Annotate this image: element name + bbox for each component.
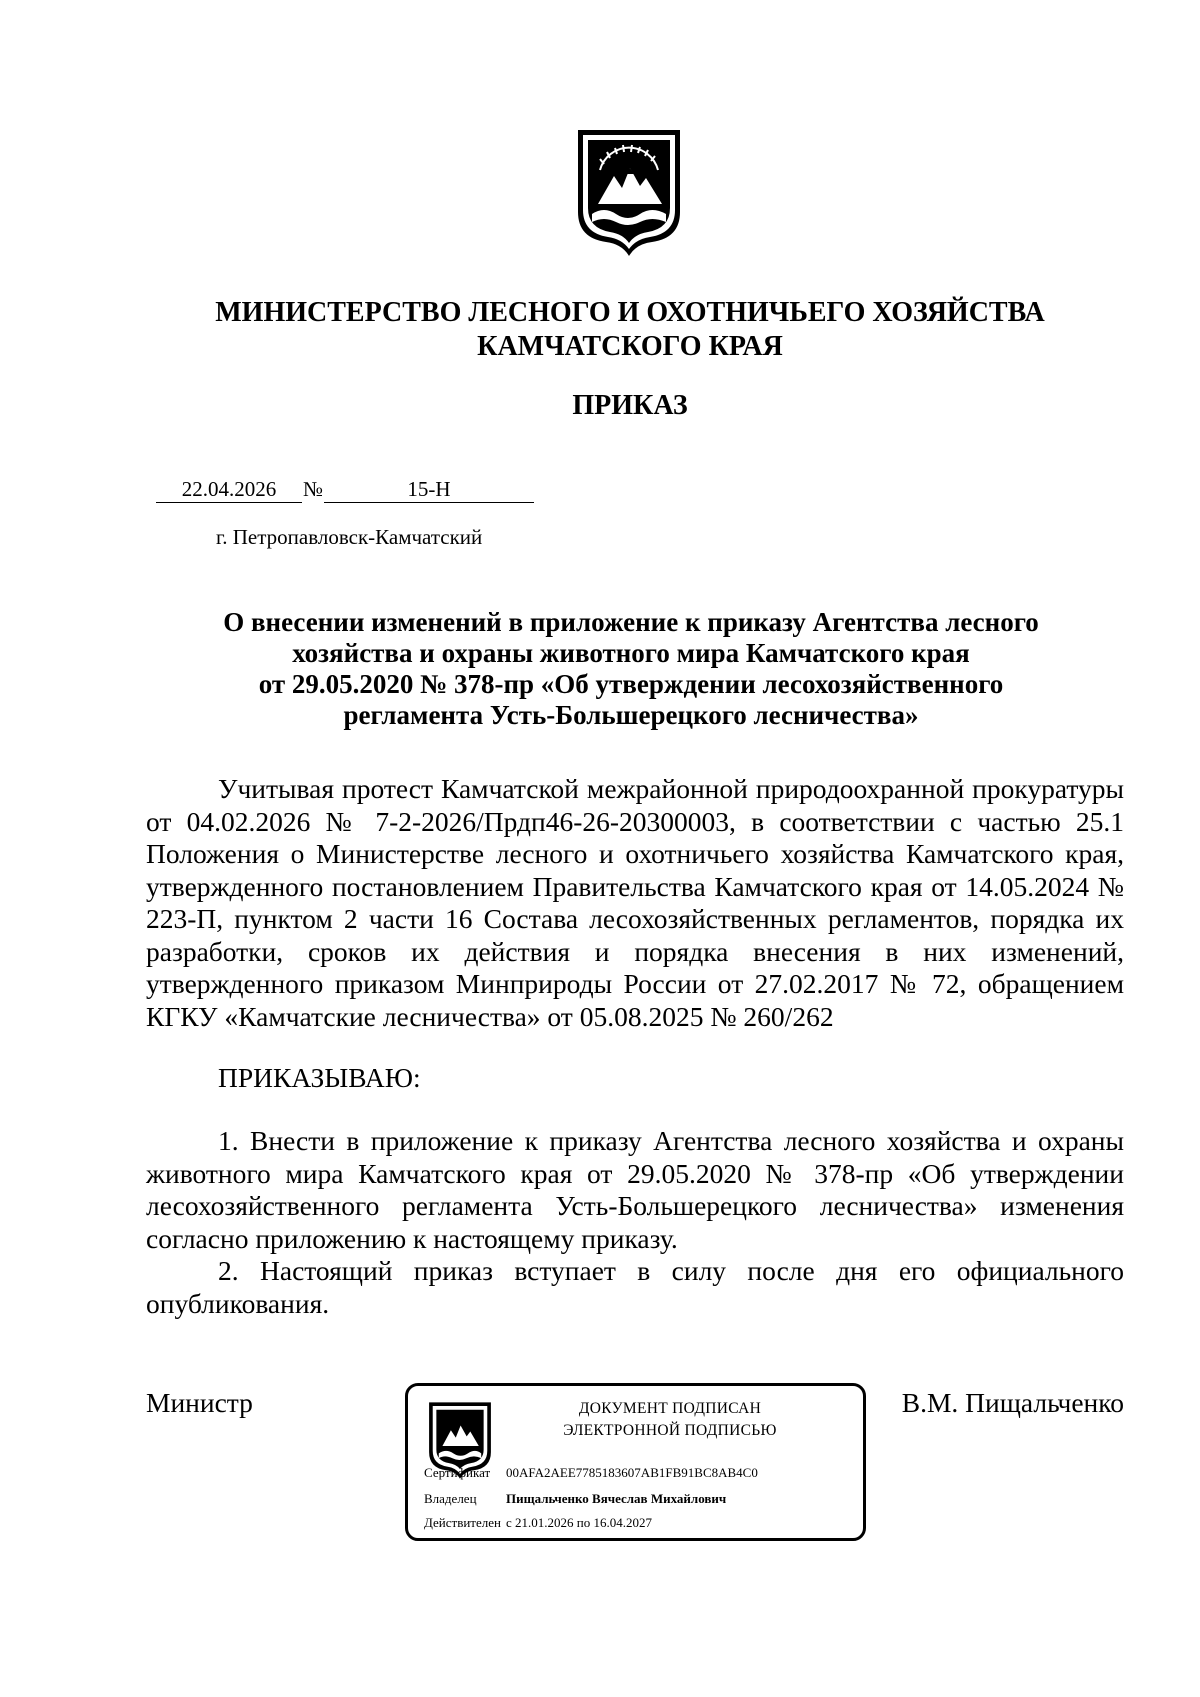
document-type: ПРИКАЗ [572,390,688,421]
document-date: 22.04.2026 [156,476,302,503]
title-line: О внесении изменений в приложение к приказу Агентства лесного [223,607,1039,637]
title-line: хозяйства и охраны животного мира Камчатского края [292,638,970,668]
validity-label: Действителен [424,1515,501,1530]
number-sign: № [302,477,324,501]
validity-row [424,1514,652,1532]
owner-label: Владелец [424,1491,477,1506]
order-word-block [146,1062,1124,1095]
order-items [146,1125,1124,1320]
document-number: 15-Н [324,476,534,503]
owner-value: Пищальченко Вячеслав Михайлович [506,1491,727,1506]
ministry-header-line1: МИНИСТЕРСТВО ЛЕСНОГО И ОХОТНИЧЬЕГО ХОЗЯЙСТВА [215,297,1045,328]
signer-position: Министр [146,1387,253,1418]
electronic-signature-stamp [405,1383,866,1541]
preamble-paragraph: Учитывая протест Камчатской межрайонной природоохранной прокуратуры от 04.02.2026 № 7-2-2026/Прдп46-26-20300003, в соответствии с частью 25.1 Положения о Министерстве лесного и охотничьего хозяйства Камчатского края, утвержденного постановлением Правительства Камчатского края от 14.05.2024 № 223-П, пунктом 2 части 16 Состава лесохозяйственных регламентов, порядка их разработки, сроков их действия и порядка внесения в них изменений, утвержденного приказом Минприроды России от 27.02.2017 № 72, обращением КГКУ «Камчатские лесничества» от 05.08.2025 № 260/262 [146,773,1124,1032]
certificate-row [424,1464,758,1482]
order-item-2: 2. Настоящий приказ вступает в силу после дня его официального опубликования. [146,1255,1124,1319]
ministry-header [150,296,1110,364]
title-line: от 29.05.2020 № 378-пр «Об утверждении лесохозяйственного [258,669,1004,699]
kamchatka-coat-of-arms-icon [574,126,684,258]
date-number-line [156,476,534,503]
stamp-caption-line1: ДОКУМЕНТ ПОДПИСАН [578,1400,762,1417]
certificate-value: 00AFA2AEE7785183607AB1FB91BC8AB4C0 [506,1465,758,1480]
validity-value: с 21.01.2026 по 16.04.2027 [506,1515,652,1530]
signer-name: В.М. Пищальченко [901,1387,1124,1418]
preamble-block [146,773,1124,1033]
document-title [150,607,1112,731]
city: г. Петропавловск-Камчатский [216,525,483,549]
owner-row [424,1490,726,1508]
ministry-header-line2: КАМЧАТСКОГО КРАЯ [477,331,783,362]
certificate-label: Сертификат [424,1465,491,1480]
order-word: ПРИКАЗЫВАЮ: [218,1062,421,1093]
title-line: регламента Усть-Большерецкого лесничества» [343,700,919,730]
order-item-1: 1. Внести в приложение к приказу Агентства лесного хозяйства и охраны животного мира Камчатского края от 29.05.2020 № 378-пр «Об утверждении лесохозяйственного регламента Усть-Большерецкого лесничества» изменения согласно приложению к настоящему приказу. [146,1125,1124,1254]
stamp-caption-line2: ЭЛЕКТРОННОЙ ПОДПИСЬЮ [563,1422,777,1439]
